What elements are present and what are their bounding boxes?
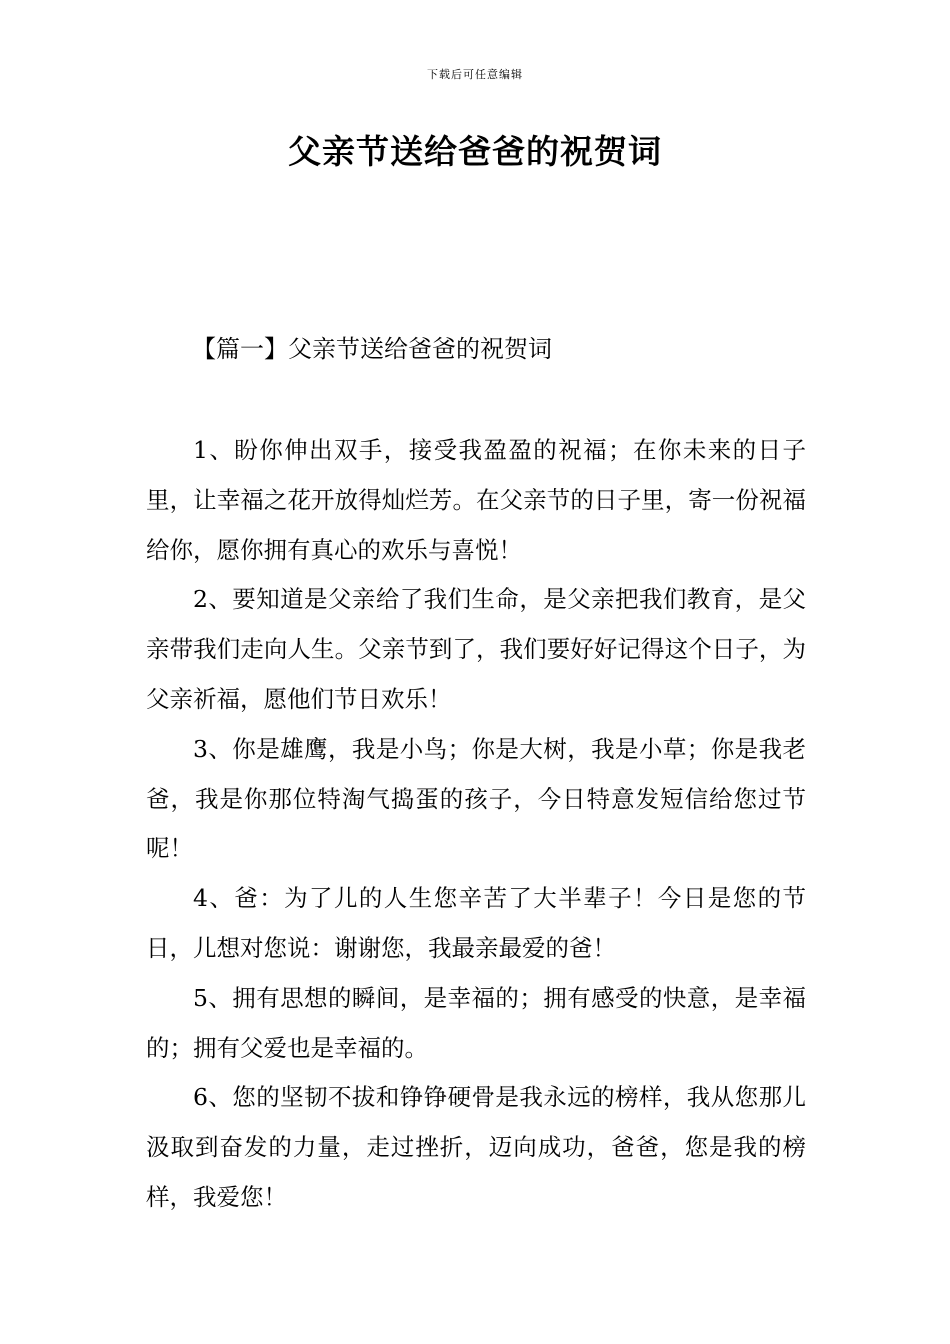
body-text [146,426,806,1223]
paragraph-6: 6、您的坚韧不拔和铮铮硬骨是我永远的榜样，我从您那儿汲取到奋发的力量，走过挫折，迈向成功，爸爸，您是我的榜样，我爱您！ [146,1083,806,1211]
section-heading: 【篇一】父亲节送给爸爸的祝贺词 [192,335,552,363]
paragraph-5: 5、拥有思想的瞬间，是幸福的；拥有感受的快意，是幸福的；拥有父爱也是幸福的。 [146,983,806,1062]
document-title: 父亲节送给爸爸的祝贺词 [288,132,662,171]
paragraph-2: 2、要知道是父亲给了我们生命，是父亲把我们教育，是父亲带我们走向人生。父亲节到了，我们要好好记得这个日子，为父亲祈福，愿他们节日欢乐！ [146,585,806,713]
header-note: 下载后可任意编辑 [427,68,523,81]
paragraph-3: 3、你是雄鹰，我是小鸟；你是大树，我是小草；你是我老爸，我是你那位特淘气捣蛋的孩子，今日特意发短信给您过节呢！ [146,734,806,863]
paragraph-4: 4、爸：为了儿的人生您辛苦了大半辈子！今日是您的节日，儿想对您说：谢谢您，我最亲最爱的爸！ [146,884,806,962]
paragraph-1: 1、盼你伸出双手，接受我盈盈的祝福；在你未来的日子里，让幸福之花开放得灿烂芳。在父亲节的日子里，寄一份祝福给你，愿你拥有真心的欢乐与喜悦！ [146,436,806,564]
